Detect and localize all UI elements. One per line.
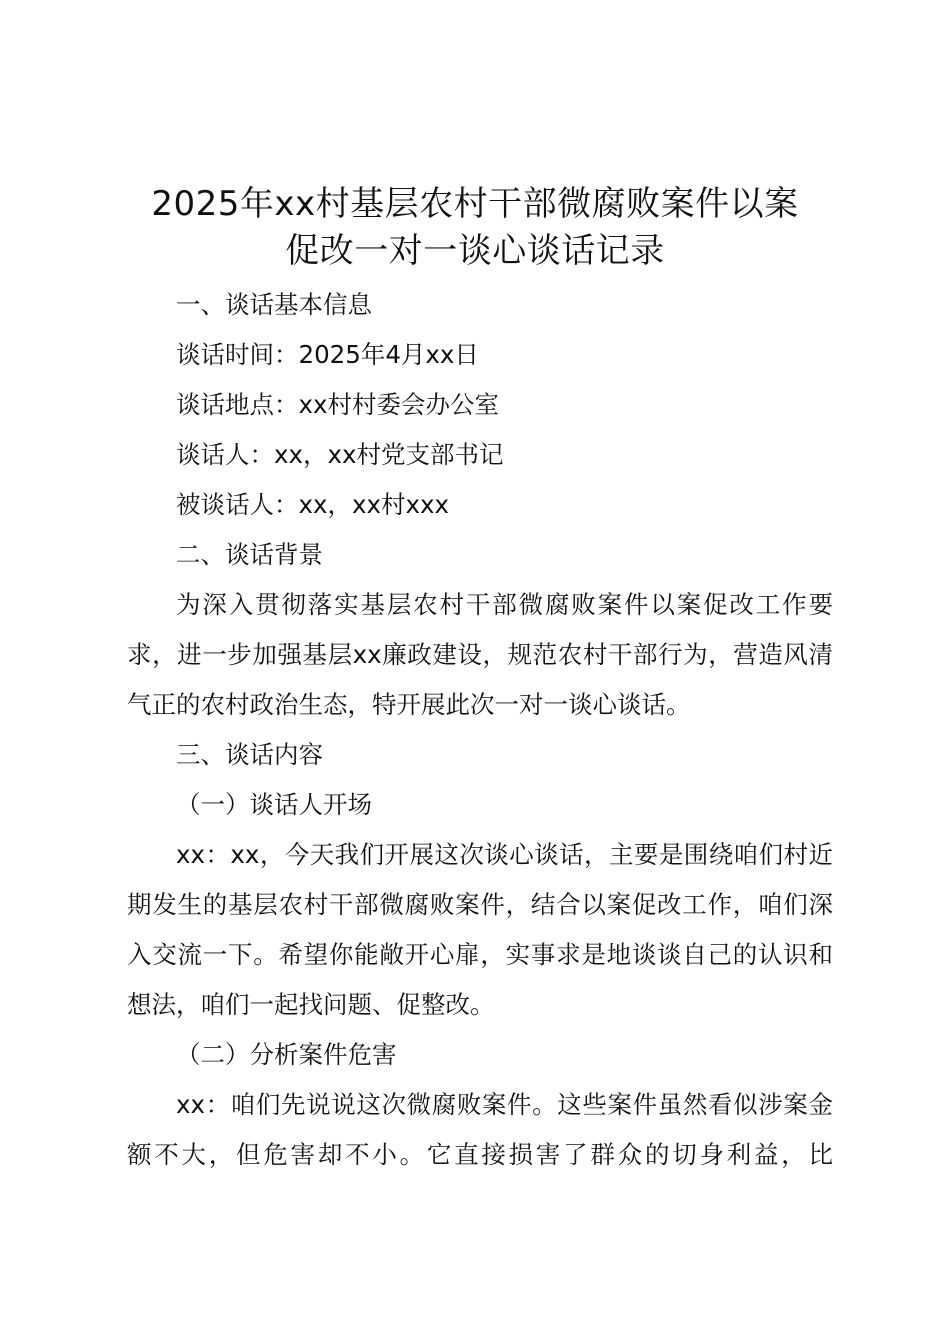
subsection-heading: （一）谈话人开场 xyxy=(176,790,372,819)
body-paragraph: xx：咱们先说说这次微腐败案件。这些案件虽然看似涉案金额不大，但危害却不小。它直接损害了群众的切身利益，比 xyxy=(127,1090,833,1169)
document-title xyxy=(118,181,832,275)
body-paragraph: xx：xx，今天我们开展这次谈心谈话，主要是围绕咱们村近期发生的基层农村干部微腐败案件，结合以案促改工作，咱们深入交流一下。希望你能敞开心扉，实事求是地谈谈自己的认识和想法，咱们一起找问题、促整改。 xyxy=(127,840,833,1019)
section-heading: 一、谈话基本信息 xyxy=(176,290,372,319)
section-heading: 三、谈话内容 xyxy=(176,740,323,769)
info-line: 谈话人：xx，xx村党支部书记 xyxy=(176,440,504,469)
body-paragraph: 为深入贯彻落实基层农村干部微腐败案件以案促改工作要求，进一步加强基层xx廉政建设，规范农村干部行为，营造风清气正的农村政治生态，特开展此次一对一谈心谈话。 xyxy=(127,590,833,719)
title-line-2: 促改一对一谈心谈话记录 xyxy=(285,231,665,271)
title-line-1: 2025年xx村基层农村干部微腐败案件以案 xyxy=(151,184,799,224)
info-line: 被谈话人：xx，xx村xxx xyxy=(176,490,449,519)
section-heading: 二、谈话背景 xyxy=(176,540,323,569)
info-line: 谈话地点：xx村村委会办公室 xyxy=(176,390,499,419)
info-line: 谈话时间：2025年4月xx日 xyxy=(176,340,479,369)
subsection-heading: （二）分析案件危害 xyxy=(176,1040,397,1069)
document-body xyxy=(127,280,833,1180)
